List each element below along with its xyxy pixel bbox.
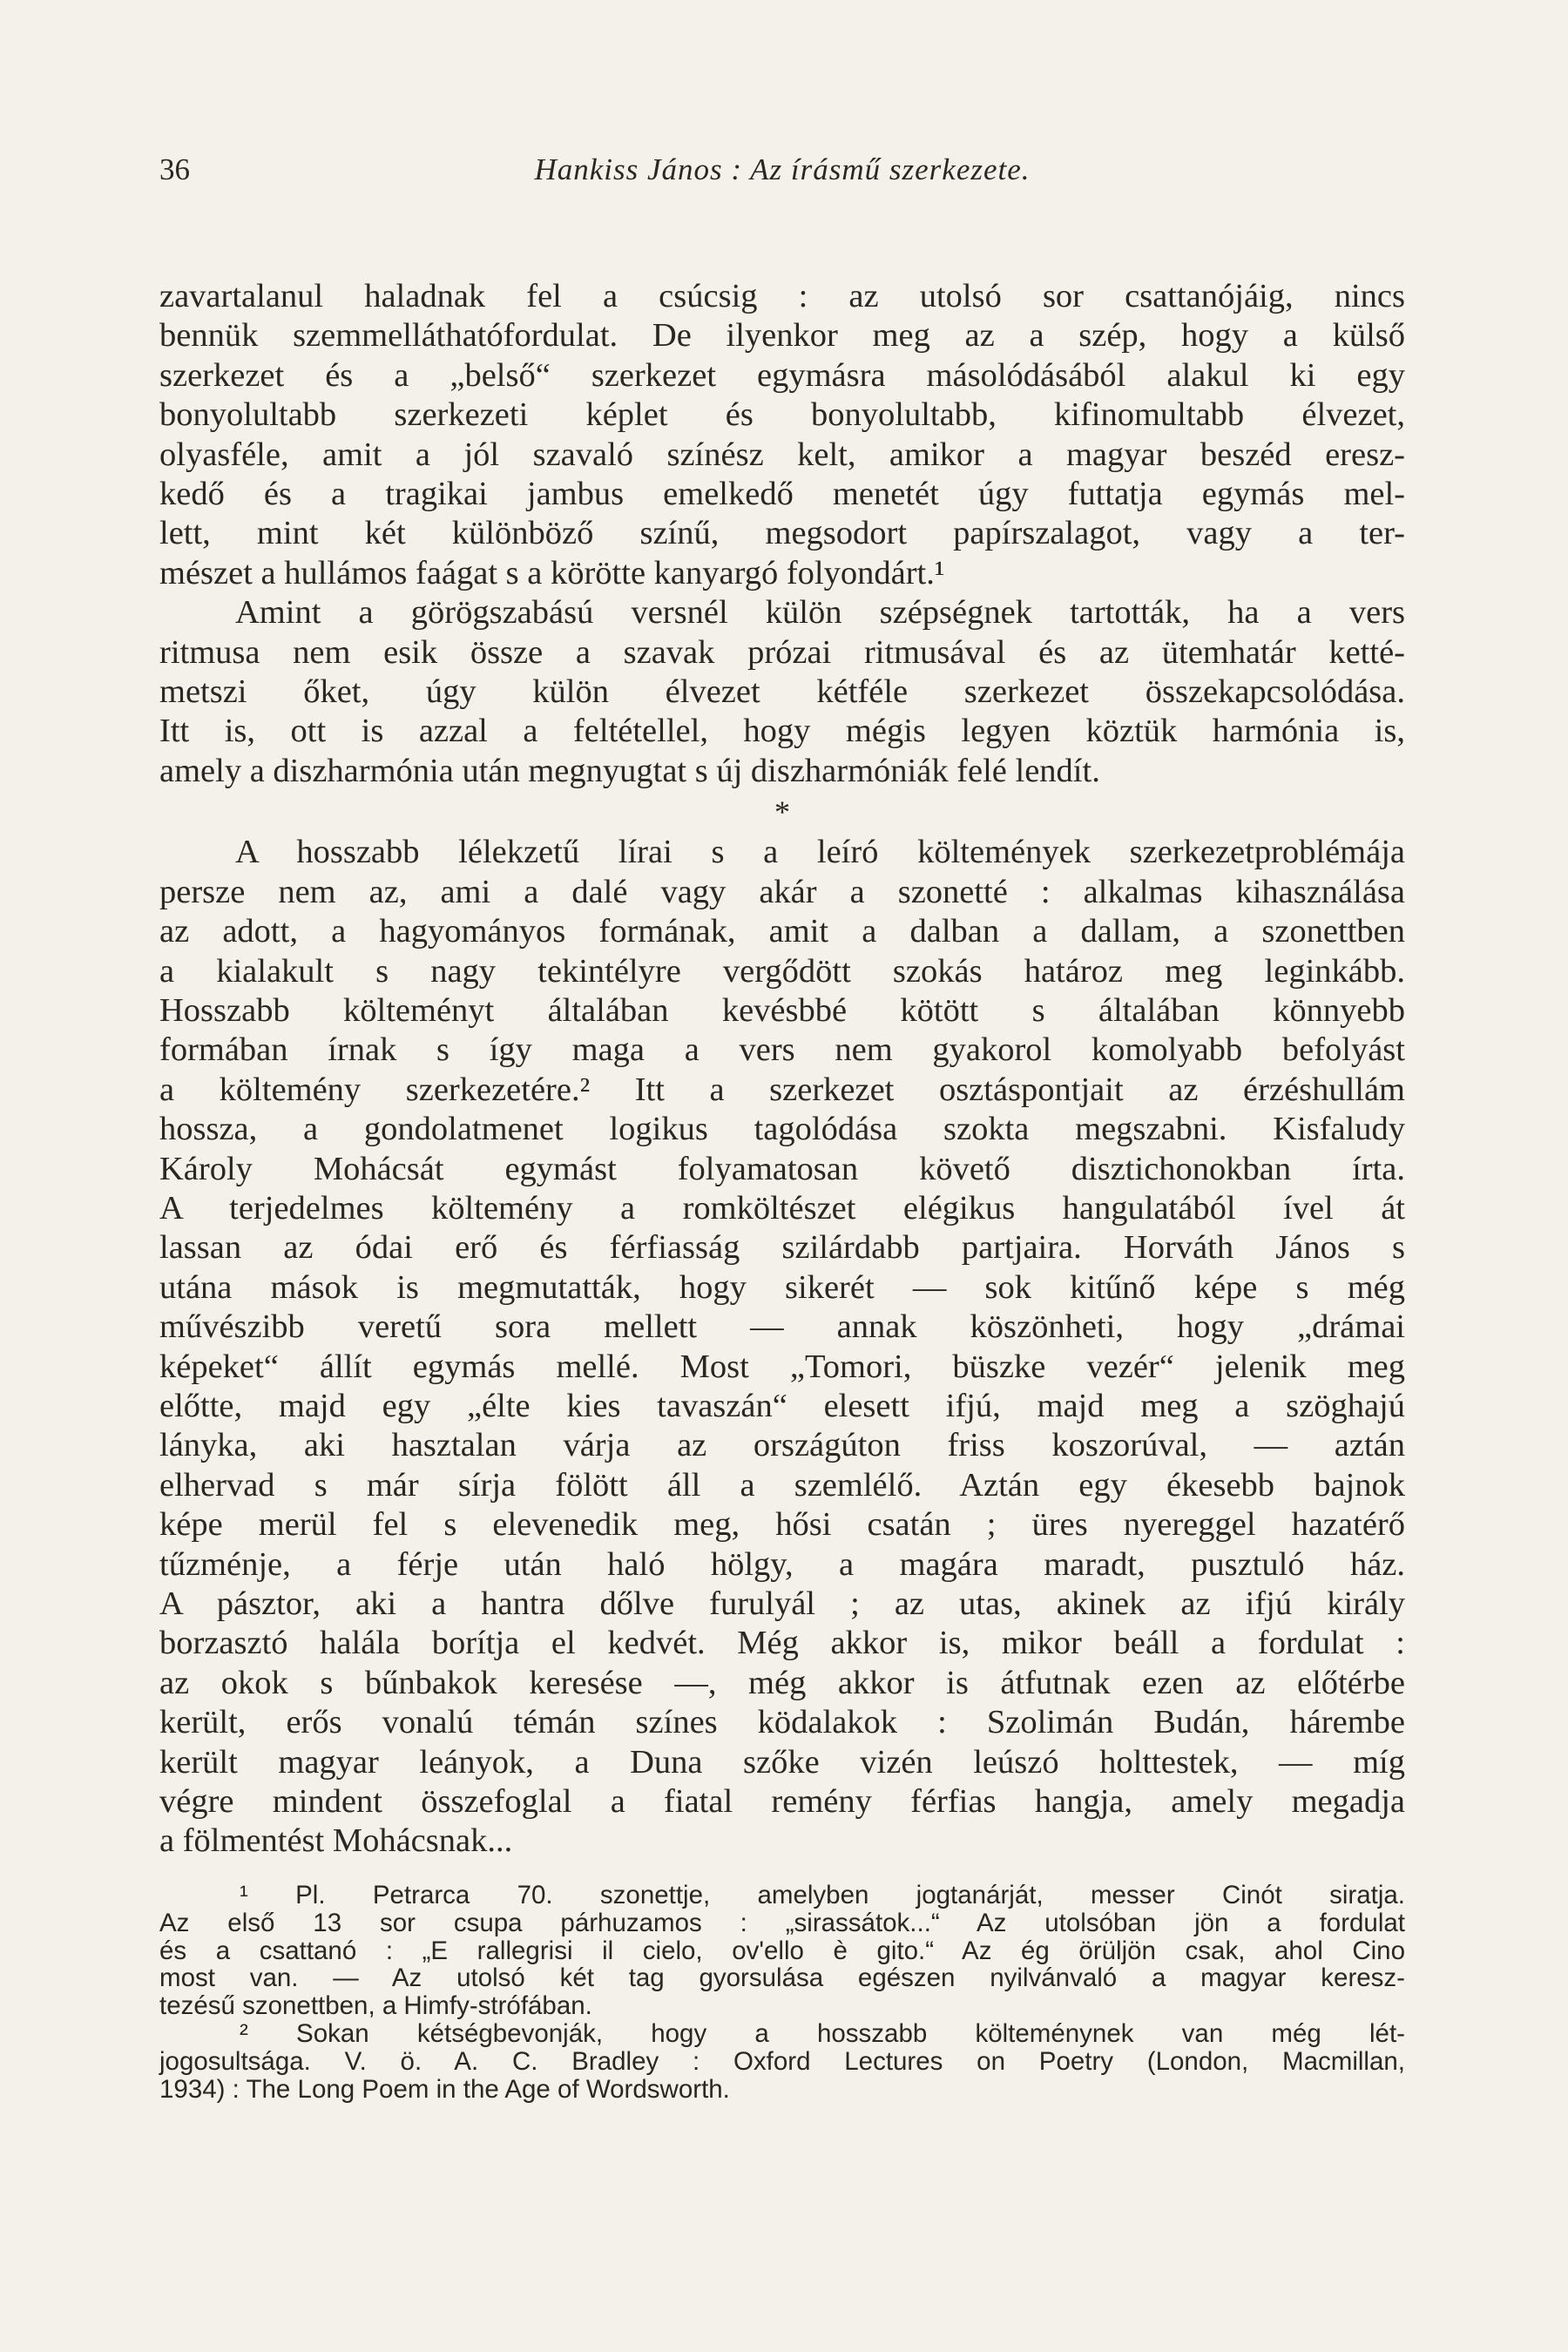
- text-line: utána mások is megmutatták, hogy sikerét — sok kitűnő képe s még: [159, 1268, 1405, 1306]
- text-line: bennük szemmelláthatófordulat. De ilyenkor meg az a szép, hogy a külső: [159, 317, 1405, 355]
- text-line: bonyolultabb szerkezeti képlet és bonyolultabb, kifinomultabb élvezet,: [159, 396, 1405, 434]
- running-title: Hankiss János : Az írásmű szerkezete.: [534, 152, 1031, 186]
- text-line: a költemény szerkezetére.² Itt a szerkezet osztáspontjait az érzéshullám: [159, 1071, 1405, 1108]
- footnote-line: ² Sokan kétségbevonják, hogy a hosszabb költeménynek van még lét-: [240, 2018, 1405, 2048]
- text-line: előtte, majd egy „élte kies tavaszán“ elesett ifjú, majd meg a szöghajú: [159, 1387, 1405, 1424]
- text-line: képeket“ állít egymás mellé. Most „Tomori, büszke vezér“ jelenik meg: [159, 1348, 1405, 1385]
- text-line: zavartalanul haladnak fel a csúcsig : az utolsó sor csattanójáig, nincs: [159, 278, 1405, 314]
- text-line: szerkezet és a „belső“ szerkezet egymásra másolódásából alakul ki egy: [159, 356, 1405, 394]
- text-line: a fölmentést Mohácsnak...: [159, 1822, 513, 1860]
- text-line: metszi őket, úgy külön élvezet kétféle szerkezet összekapcsolódása.: [159, 673, 1405, 711]
- paragraph-1: [159, 277, 1405, 593]
- section-separator: *: [774, 794, 790, 830]
- text-line: borzasztó halála borítja el kedvét. Még akkor is, mikor beáll a fordulat :: [159, 1625, 1405, 1662]
- text-line: lassan az ódai erő és férfiasság szilárdabb partjaira. Horváth János s: [159, 1229, 1405, 1267]
- text-line: olyasféle, amit a jól szavaló színész kelt, amikor a magyar beszéd eresz-: [159, 436, 1405, 473]
- footnote-line: és a csattanó : „E rallegrisi il cielo, ov'ello è gito.“ Az ég örüljön csak, ahol Cino: [159, 1936, 1405, 1965]
- text-line: a kialakult s nagy tekintélyre vergődött szokás határoz meg leginkább.: [159, 952, 1405, 990]
- text-line: persze nem az, ami a dalé vagy akár a szonetté : alkalmas kihasználása: [159, 873, 1405, 910]
- text-line: került magyar leányok, a Duna szőke vizén leúszó holttestek, — míg: [159, 1743, 1405, 1781]
- footnote-line: most van. — Az utolsó két tag gyorsulása egészen nyilvánvaló a magyar keresz-: [159, 1963, 1405, 1993]
- text-line: hossza, a gondolatmenet logikus tagolódása szokta megszabni. Kisfaludy: [159, 1111, 1405, 1148]
- page-number: 36: [159, 152, 190, 186]
- page-header: [159, 152, 1405, 196]
- footnote-line: jogosultsága. V. ö. A. C. Bradley : Oxford Lectures on Poetry (London, Macmillan,: [159, 2046, 1405, 2076]
- text-line: amely a diszharmónia után megnyugtat s új diszharmóniák felé lendít.: [159, 752, 1100, 789]
- body-text: [159, 277, 1405, 1862]
- text-line: formában írnak s így maga a vers nem gyakorol komolyabb befolyást: [159, 1031, 1405, 1069]
- footnote-line: 1934) : The Long Poem in the Age of Wordsworth.: [159, 2074, 730, 2104]
- text-line: művészibb veretű sora mellett — annak köszönheti, hogy „drámai: [159, 1308, 1405, 1346]
- text-line: Károly Mohácsát egymást folyamatosan követő disztichonokban írta.: [159, 1150, 1405, 1187]
- text-line: Amint a görögszabású versnél külön szépségnek tartották, ha a vers: [235, 594, 1405, 632]
- text-line: végre mindent összefoglal a fiatal remény férfias hangja, amely megadja: [159, 1783, 1405, 1821]
- footnote-line: Az első 13 sor csupa párhuzamos : „sirassátok...“ Az utolsóban jön a fordulat: [159, 1908, 1405, 1937]
- paragraph-3: [159, 833, 1405, 1862]
- text-line: Itt is, ott is azzal a feltétellel, hogy mégis legyen köztük harmónia is,: [159, 713, 1405, 750]
- text-line: mészet a hullámos faágat s a körötte kanyargó folyondárt.¹: [159, 554, 945, 591]
- text-line: A hosszabb lélekzetű lírai s a leíró költemények szerkezetproblémája: [235, 834, 1405, 871]
- footnotes: [159, 1882, 1405, 2103]
- text-line: az okok s bűnbakok keresése —, még akkor is átfutnak ezen az előtérbe: [159, 1664, 1405, 1701]
- footnote-line: tezésű szonettben, a Himfy-strófában.: [159, 1991, 592, 2021]
- text-line: Hosszabb költeményt általában kevésbbé kötött s általában könnyebb: [159, 991, 1405, 1029]
- paragraph-2: [159, 593, 1405, 791]
- footnote-2: [159, 2020, 1405, 2103]
- text-line: tűzménje, a férje után haló hölgy, a magára maradt, pusztuló ház.: [159, 1545, 1405, 1583]
- footnote-1: [159, 1882, 1405, 2020]
- text-line: elhervad s már sírja fölött áll a szemlélő. Aztán egy ékesebb bajnok: [159, 1466, 1405, 1504]
- text-line: az adott, a hagyományos formának, amit a dalban a dallam, a szonettben: [159, 913, 1405, 950]
- text-line: A terjedelmes költemény a romköltészet elégikus hangulatából ível át: [159, 1189, 1405, 1227]
- text-line: lányka, aki hasztalan várja az országúton friss koszorúval, — aztán: [159, 1427, 1405, 1464]
- footnote-line: ¹ Pl. Petrarca 70. szonettje, amelyben jogtanárját, messer Cinót siratja.: [240, 1881, 1405, 1909]
- text-line: ritmusa nem esik össze a szavak prózai ritmusával és az ütemhatár ketté-: [159, 633, 1405, 671]
- text-line: kedő és a tragikai jambus emelkedő menetét úgy futtatja egymás mel-: [159, 476, 1405, 513]
- text-line: lett, mint két különböző színű, megsodort papírszalagot, vagy a ter-: [159, 515, 1405, 552]
- text-line: A pásztor, aki a hantra dőlve furulyál ; az utas, akinek az ifjú király: [159, 1585, 1405, 1622]
- text-line: képe merül fel s elevenedik meg, hősi csatán ; üres nyereggel hazatérő: [159, 1506, 1405, 1544]
- text-line: került, erős vonalú témán színes ködalakok : Szolimán Budán, hárembe: [159, 1704, 1405, 1741]
